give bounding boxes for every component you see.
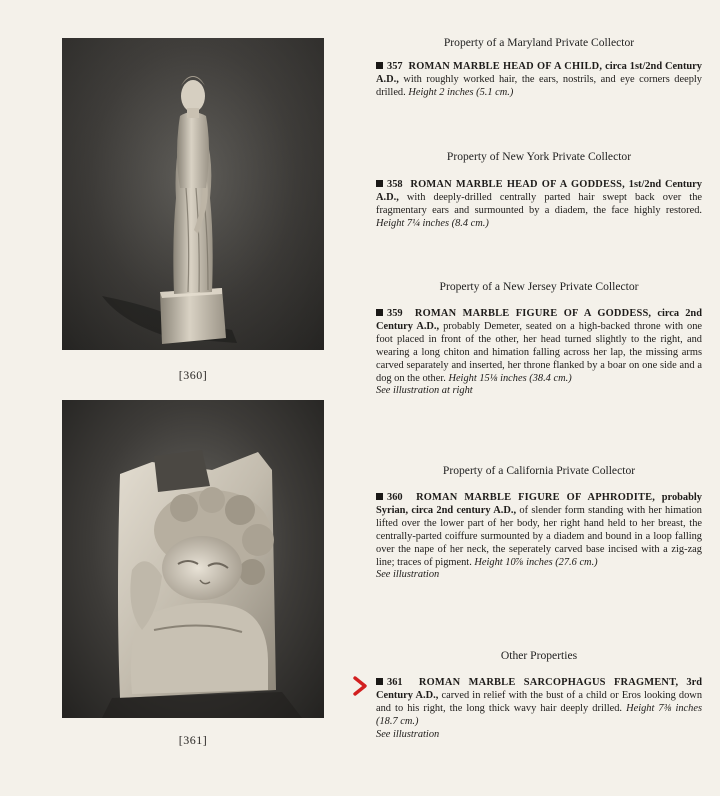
bullet-square-icon: [376, 493, 383, 500]
bullet-square-icon: [376, 62, 383, 69]
lot-entry-360: [376, 492, 702, 582]
lot-entry-361: [376, 677, 702, 742]
bullet-square-icon: [376, 309, 383, 316]
bullet-square-icon: [376, 180, 383, 187]
see-illustration-note: See illustration: [376, 569, 440, 581]
lot-number: 361: [387, 677, 403, 688]
lot-title: ROMAN MARBLE FIGURE OF A GODDESS,: [414, 308, 652, 319]
bullet-square-icon: [376, 678, 383, 685]
lot-height: Height 7¼ inches (8.4 cm.): [376, 217, 489, 229]
lot-description: with roughly worked hair, the ears, nostrils, and eye corners deeply drilled.: [376, 73, 702, 98]
section-heading-new-jersey: Property of a New Jersey Private Collector: [439, 280, 639, 293]
lot-height: Height 15⅛ inches (38.4 cm.): [448, 372, 572, 384]
lot-entry-357: [376, 61, 702, 100]
lot-date: probably Syrian, circa 2nd century A.D.,: [376, 492, 702, 516]
lot-description: carved in relief with the bust of a child or Eros looking down and to his right, the long thick wavy hair deeply drilled.: [376, 689, 703, 714]
lot-number: 360: [387, 492, 403, 503]
photo-lot-361: [62, 400, 324, 718]
lot-height: Height 2 inches (5.1 cm.): [408, 86, 514, 98]
lot-date: 1st/2nd Century A.D.,: [376, 179, 702, 203]
aphrodite-statuette-image: [62, 38, 324, 350]
figure-caption-360: [360]: [178, 368, 208, 382]
lot-title: ROMAN MARBLE FIGURE OF APHRODITE,: [416, 492, 656, 503]
lot-date: circa 2nd Century A.D.,: [376, 308, 702, 332]
see-illustration-note: See illustration: [376, 728, 440, 740]
lot-number: 359: [387, 308, 403, 319]
lot-entry-358: [376, 179, 702, 231]
lot-height: Height 10⅞ inches (27.6 cm.): [474, 556, 598, 568]
section-heading-other: Other Properties: [500, 649, 578, 662]
lot-date: 3rd Century A.D.,: [376, 677, 702, 701]
see-illustration-note: See illustration at right: [376, 385, 473, 397]
lot-title: ROMAN MARBLE HEAD OF A CHILD,: [408, 61, 603, 72]
figure-caption-361: [361]: [178, 733, 208, 747]
lot-description: with deeply-drilled centrally parted hair swept back over the fragmentary ears and surmounted by a diadem, the face highly restored.: [376, 191, 702, 216]
lot-description: of slender form standing with her himation lifted over the lower part of her body, her right hand held to her breast, the centrally-parted coiffure surmounted by a diadem and bound in a loop falling over the nape of her neck, the seperately carved base incised with a zig-zag line; traces of pigment.: [376, 504, 702, 568]
photo-lot-360: [62, 38, 324, 350]
section-heading-new-york: Property of New York Private Collector: [446, 150, 632, 163]
lot-description: probably Demeter, seated on a high-backed throne with one foot placed in front of the other, her head turned slightly to the right, and wearing a long chiton and himation falling across her lap, the missing arms carved separately and inserted, her throne flanked by a boar on one side and a dog on the other.: [376, 320, 703, 384]
sarcophagus-fragment-image: [62, 400, 324, 718]
lot-date: circa 1st/2nd Century A.D.,: [376, 61, 702, 85]
lot-number: 357: [387, 61, 403, 72]
lot-entry-359: [376, 308, 702, 398]
section-heading-maryland: Property of a Maryland Private Collector: [443, 36, 635, 49]
chevron-right-icon: [352, 676, 368, 696]
lot-title: ROMAN MARBLE HEAD OF A GODDESS,: [410, 179, 625, 190]
lot-title: ROMAN MARBLE SARCOPHAGUS FRAGMENT,: [418, 677, 679, 688]
lot-height: Height 7⅜ inches (18.7 cm.): [376, 702, 703, 727]
section-heading-california: Property of a California Private Collector: [442, 464, 636, 477]
lot-number: 358: [387, 179, 403, 190]
